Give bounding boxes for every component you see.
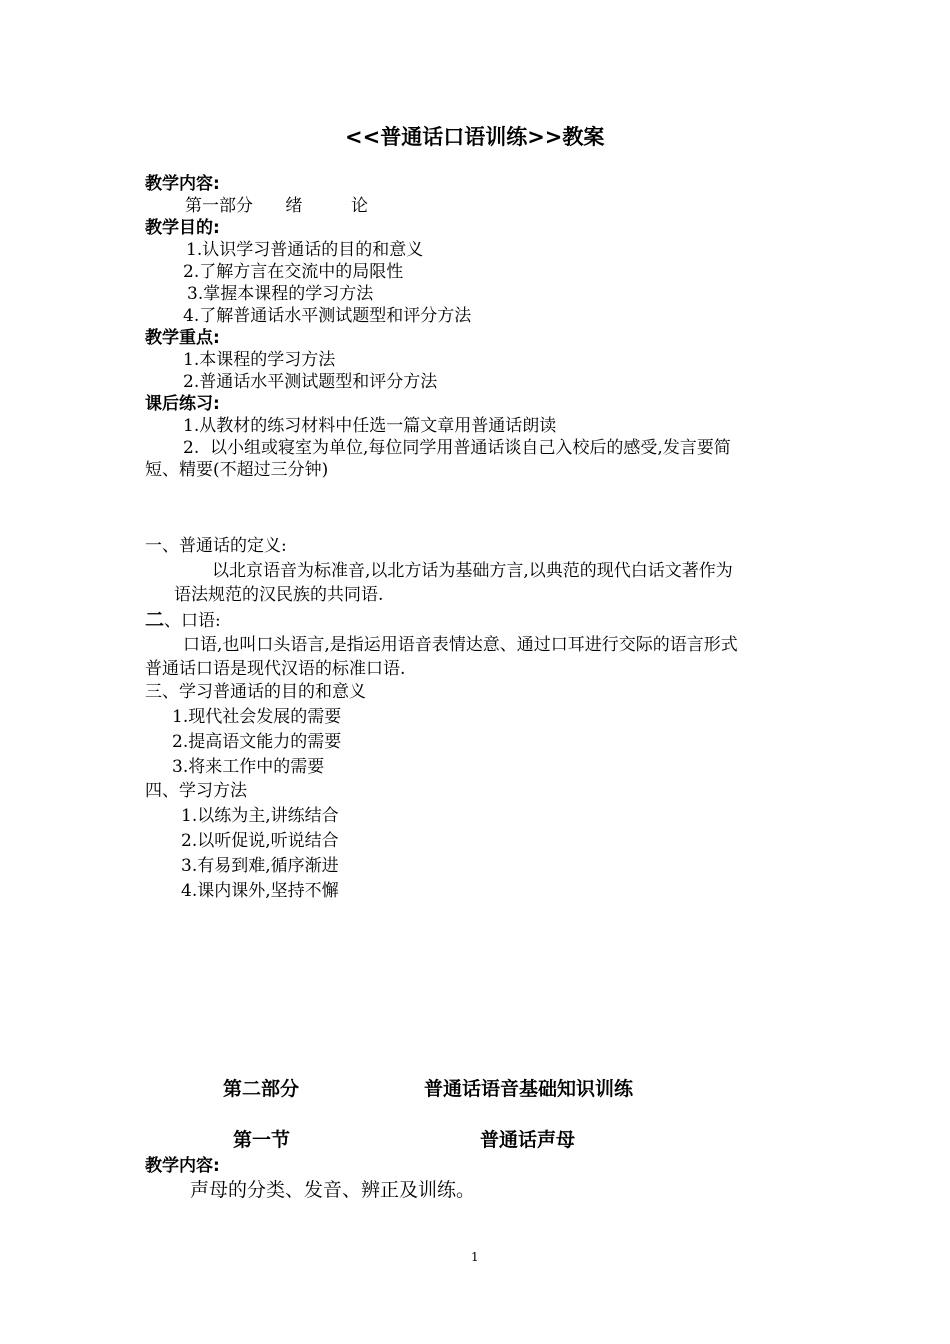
section-4-item-4: 4.课内课外,坚持不懈 <box>181 881 339 901</box>
teaching-focus-label: 教学重点: <box>145 328 220 348</box>
section-2-text-1: 口语,也叫口头语言,是指运用语音表情达意、通过口耳进行交际的语言形式 <box>183 635 738 655</box>
section-1-text-2: 语法规范的汉民族的共同语. <box>174 585 384 605</box>
teaching-goal-2: 2.了解方言在交流中的局限性 <box>183 262 404 282</box>
homework-2: 2. 以小组或寝室为单位,每位同学用普通话谈自己入校后的感受,发言要简 <box>183 438 731 458</box>
teaching-goal-label: 教学目的: <box>145 218 220 238</box>
teaching-goal-1: 1.认识学习普通话的目的和意义 <box>186 240 424 260</box>
part-2-label: 第二部分 <box>223 1078 300 1100</box>
teaching-focus-2: 2.普通话水平测试题型和评分方法 <box>183 372 438 392</box>
homework-1: 1.从教材的练习材料中任选一篇文章用普通话朗读 <box>183 416 557 436</box>
homework-label: 课后练习: <box>145 394 220 414</box>
section-2-heading <box>145 610 221 631</box>
section-3-item-3: 3.将来工作中的需要 <box>172 757 325 777</box>
teaching-content-label: 教学内容: <box>145 174 220 194</box>
section-4-item-1: 1.以练为主,讲练结合 <box>181 806 339 826</box>
section-3-item-1: 1.现代社会发展的需要 <box>172 707 342 727</box>
section-2-heading-text: 、口语: <box>164 611 221 631</box>
section-4-heading: 四、学习方法 <box>145 781 247 801</box>
teaching-content-value: 第一部分 绪 论 <box>185 196 369 216</box>
section-1-title: 普通话声母 <box>480 1129 576 1151</box>
section-1-label: 第一节 <box>233 1129 291 1151</box>
section-4-item-3: 3.有易到难,循序渐进 <box>181 856 339 876</box>
section-1-heading: 一、普通话的定义: <box>145 536 287 556</box>
section-2-number: 二 <box>145 609 165 631</box>
homework-2-cont: 短、精要(不超过三分钟) <box>145 460 329 480</box>
teaching-focus-1: 1.本课程的学习方法 <box>183 350 336 370</box>
section-3-item-2: 2.提高语文能力的需要 <box>172 732 342 752</box>
teaching-goal-4: 4.了解普通话水平测试题型和评分方法 <box>183 306 472 326</box>
section-4-item-2: 2.以听促说,听说结合 <box>181 831 339 851</box>
part-2-content-value: 声母的分类、发音、辨正及训练。 <box>190 1179 476 1201</box>
document-title: <<普通话口语训练>>教案 <box>345 125 605 149</box>
section-1-text-1: 以北京语音为标准音,以北方话为基础方言,以典范的现代白话文著作为 <box>212 561 733 581</box>
section-3-heading: 三、学习普通话的目的和意义 <box>145 682 366 702</box>
teaching-goal-3: 3.掌握本课程的学习方法 <box>187 284 374 304</box>
part-2-content-label: 教学内容: <box>145 1156 220 1176</box>
page-number: 1 <box>471 1250 479 1264</box>
part-2-title: 普通话语音基础知识训练 <box>424 1078 634 1100</box>
section-2-text-2: 普通话口语是现代汉语的标准口语. <box>145 659 406 679</box>
